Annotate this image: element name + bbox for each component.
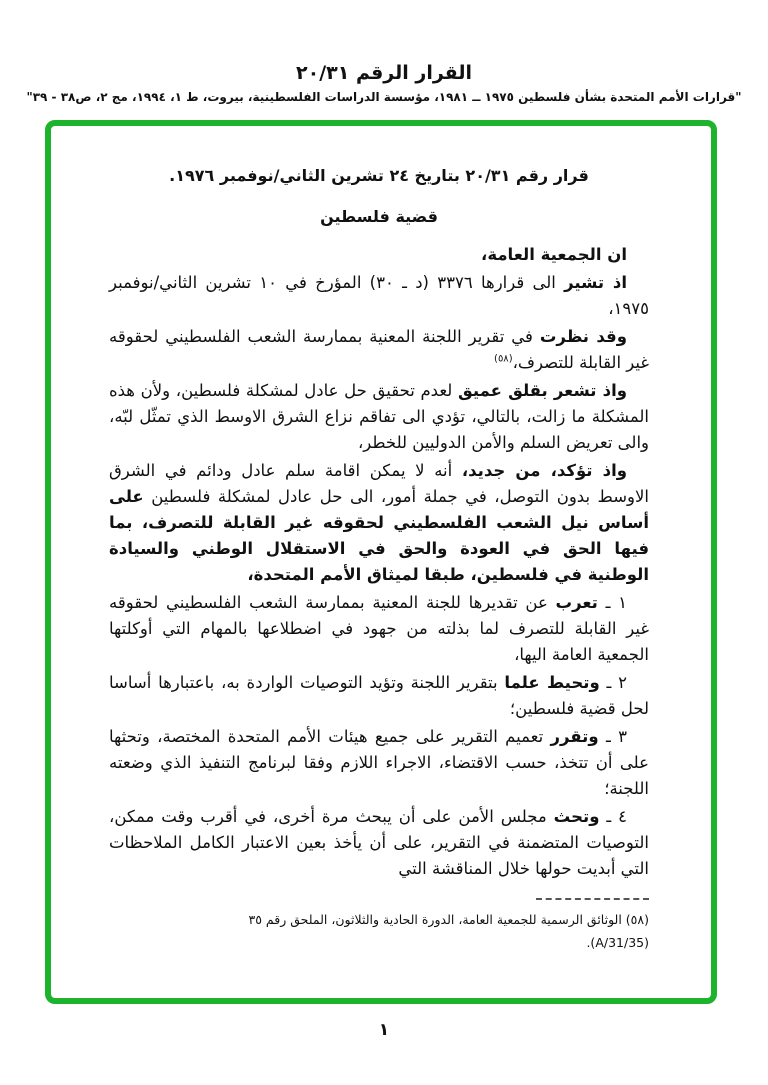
emphasized-text: واذ تشعر بقلق عميق [457, 381, 627, 400]
emphasized-text: تعرب [555, 593, 598, 612]
resolution-title: القرار الرقم ٢٠/٣١ [296, 62, 472, 84]
body-text: في تقرير اللجنة المعنية بممارسة الشعب الفلسطيني لحقوقه غير القابلة للتصرف، [109, 327, 649, 372]
page-header [0, 0, 768, 104]
paragraph [109, 378, 649, 456]
body-text: ٣ ـ [598, 727, 627, 746]
resolution-heading: قرار رقم ٢٠/٣١ بتاريخ ٢٤ تشرين الثاني/نوفمبر ١٩٧٦. [169, 166, 589, 185]
resolution-subject: قضية فلسطين [320, 207, 438, 226]
body-text: بتقرير اللجنة وتؤيد التوصيات الواردة به، باعتبارها أساسا لحل قضية فلسطين؛ [109, 673, 649, 718]
paragraph [109, 590, 649, 668]
document-frame [45, 120, 717, 1004]
emphasized-text: وتقرر [550, 727, 599, 746]
body-text: الى قرارها ٣٣٧٦ (د ـ ٣٠) المؤرخ في ١٠ تشرين الثاني/نوفمبر ١٩٧٥، [109, 273, 649, 318]
body-text: ١ ـ [597, 593, 627, 612]
body-text: أنه لا يمكن اقامة سلم عادل ودائم في الشرق الاوسط بدون التوصل، في جملة أمور، الى حل عادل لمشكلة فلسطين [109, 461, 649, 506]
paragraph [109, 670, 649, 722]
paragraph [109, 458, 649, 588]
paragraph [109, 324, 649, 376]
emphasized-text: وقد نظرت [539, 327, 627, 346]
footnote [109, 908, 649, 954]
source-citation: "قرارات الأمم المتحدة بشأن فلسطين ١٩٧٥ ــ ١٩٨١، مؤسسة الدراسات الفلسطينية، بيروت، ط ١، ١٩٩٤، مج ٢، ص٣٨ - ٣٩" [26, 90, 742, 104]
body-text: عن تقديرها للجنة المعنية بممارسة الشعب الفلسطيني لحقوقه غير القابلة للتصرف لما بذلته من جهود في اضطلاعها بالمهام التي أوكلتها الجمعية العامة اليها، [109, 593, 649, 664]
footnote-marker: (٥٨) [494, 353, 513, 365]
page-number: ١ [378, 1020, 390, 1040]
emphasized-text: واذ تؤكد، من جديد، [461, 461, 628, 480]
body-text: مجلس الأمن على أن يبحث مرة أخرى، في أقرب وقت ممكن، التوصيات المتضمنة في التقرير، على أن يأخذ بعين الاعتبار الكامل الملاحظات التي أبديت حولها خلال المناقشة التي [109, 807, 649, 878]
body-text: تعميم التقرير على جميع هيئات الأمم المتحدة المختصة، وتحثها على أن تتخذ، حسب الاقتضاء، الاجراء اللازم وفقا لبرنامج التنفيذ الذي وضعته اللجنة؛ [109, 727, 649, 798]
body-text: ٤ ـ [599, 807, 628, 826]
paragraph [109, 242, 649, 268]
body-text: لعدم تحقيق حل عادل لمشكلة فلسطين، ولأن هذه المشكلة ما زالت، بالتالي، تؤدي الى تفاقم نزاع الشرق الاوسط الذي تمثّل لبّه، والى تعريض السلم والأمن الدوليين للخطر، [109, 381, 649, 452]
paragraph [109, 804, 649, 882]
paragraph [109, 724, 649, 802]
emphasized-text: ان الجمعية العامة، [481, 245, 627, 264]
paragraph [109, 270, 649, 322]
footnote-reference: (A/31/35). [586, 935, 649, 950]
emphasized-text: وتحث [553, 807, 600, 826]
footnote-separator [536, 898, 649, 900]
paragraph-list [109, 242, 649, 882]
footnote-text: (٥٨) الوثائق الرسمية للجمعية العامة، الدورة الحادية والثلاثون، الملحق رقم ٣٥ [248, 912, 649, 927]
emphasized-text: وتحيط علما [504, 673, 600, 692]
body-text: ٢ ـ [599, 673, 627, 692]
emphasized-text: اذ تشير [564, 273, 628, 292]
emphasized-text: على أساس نيل الشعب الفلسطيني لحقوقه غير القابلة للتصرف، بما فيها الحق في العودة والحق في الاستقلال الوطني والسيادة الوطنية في فلسطين، طبقا لميثاق الأمم المتحدة، [109, 487, 649, 584]
